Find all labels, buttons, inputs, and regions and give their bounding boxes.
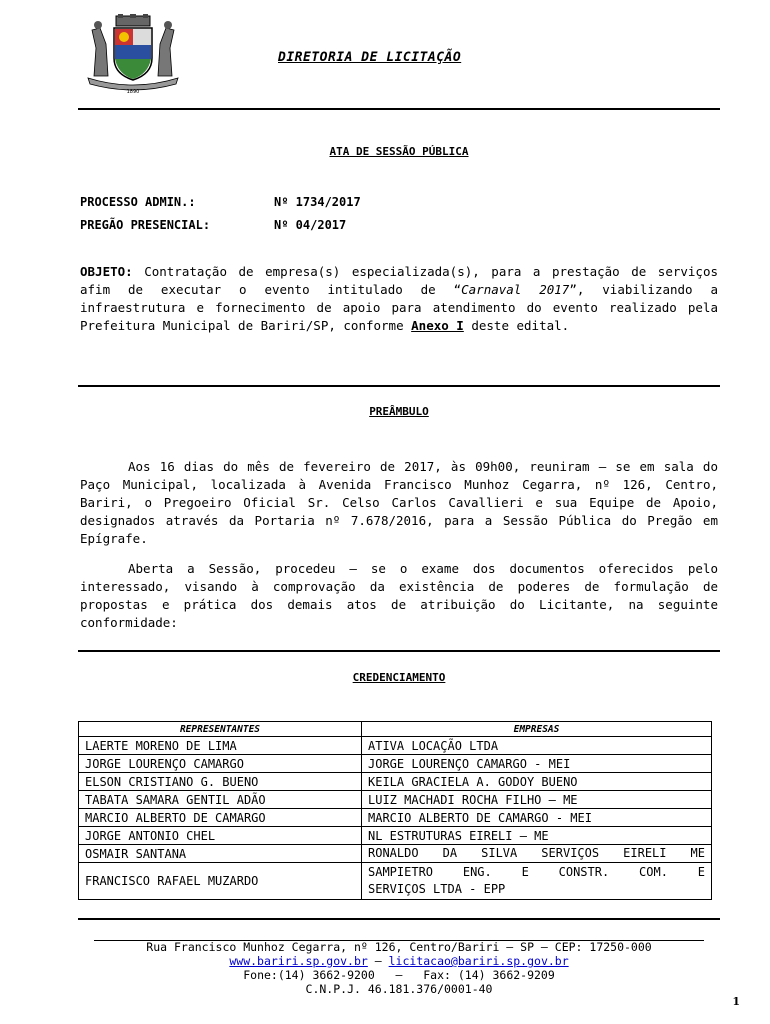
preambulo-paragraph-2: Aberta a Sessão, procedeu – se o exame dos documentos oferecidos pelo interessado, visando à comprovação da existência de poderes de formulação de propostas e prática dos demais atos de atribuição do Licitante, na seguinte conformidade: (80, 561, 718, 630)
website-link[interactable]: www.bariri.sp.gov.br (229, 954, 368, 968)
empresa-cell: ATIVA LOCAÇÃO LTDA (362, 737, 712, 755)
column-header-representantes: REPRESENTANTES (79, 722, 362, 737)
representante-cell: JORGE ANTONIO CHEL (79, 827, 362, 845)
document-title: ATA DE SESSÃO PÚBLICA (329, 145, 469, 158)
empresa-cell: RONALDO DA SILVA SERVIÇOS EIRELI ME (362, 845, 712, 863)
representante-cell: TABATA SAMARA GENTIL ADÃO (79, 791, 362, 809)
table-row (79, 845, 712, 863)
preambulo-divider (78, 650, 720, 652)
representante-cell: FRANCISCO RAFAEL MUZARDO (79, 863, 362, 900)
table-row (79, 791, 712, 809)
representante-cell: MARCIO ALBERTO DE CAMARGO (79, 809, 362, 827)
link-separator: – (367, 954, 389, 968)
credenciamento-title: CREDENCIAMENTO (352, 671, 446, 684)
column-header-empresas: EMPRESAS (362, 722, 712, 737)
header-title: DIRETORIA DE LICITAÇÃO (278, 50, 462, 65)
footer-phones: Fone:(14) 3662-9200 – Fax: (14) 3662-9209 (243, 968, 555, 982)
preambulo-title: PREÂMBULO (369, 405, 429, 418)
empresa-line-2: SERVIÇOS LTDA - EPP (368, 882, 506, 896)
table-row (79, 773, 712, 791)
objeto-annex: Anexo I (411, 318, 464, 333)
table-header-row (79, 722, 712, 737)
footer-address: Rua Francisco Munhoz Cegarra, nº 126, Centro/Bariri – SP – CEP: 17250-000 (146, 940, 652, 954)
header-divider (78, 108, 720, 110)
table-row (79, 827, 712, 845)
empresa-cell: LUIZ MACHADI ROCHA FILHO – ME (362, 791, 712, 809)
objeto-event-name: Carnaval 2017 (461, 282, 570, 297)
table-row (79, 737, 712, 755)
representante-cell: OSMAIR SANTANA (79, 845, 362, 863)
objeto-paragraph (80, 263, 718, 335)
table-divider (78, 918, 720, 920)
empresa-cell: NL ESTRUTURAS EIRELI – ME (362, 827, 712, 845)
objeto-divider (78, 385, 720, 387)
representante-cell: LAERTE MORENO DE LIMA (79, 737, 362, 755)
table-row (79, 809, 712, 827)
empresa-line-1: SAMPIETRO ENG. E CONSTR. COM. E (368, 865, 705, 879)
empresa-cell: MARCIO ALBERTO DE CAMARGO - MEI (362, 809, 712, 827)
empresa-cell: KEILA GRACIELA A. GODOY BUENO (362, 773, 712, 791)
table-row (79, 863, 712, 900)
page-number: 1 (732, 995, 740, 1008)
empresa-cell-multiline (362, 863, 712, 900)
representante-cell: JORGE LOURENÇO CAMARGO (79, 755, 362, 773)
processo-value: Nº 1734/2017 (274, 195, 361, 209)
processo-label: PROCESSO ADMIN.: (80, 195, 196, 209)
email-link[interactable]: licitacao@bariri.sp.gov.br (388, 954, 569, 968)
municipal-coat-of-arms-logo (78, 14, 188, 94)
footer-links (78, 955, 720, 969)
pregao-value: Nº 04/2017 (274, 218, 347, 232)
objeto-text-3: deste edital. (463, 318, 570, 333)
footer-cnpj: C.N.P.J. 46.181.376/0001-40 (305, 982, 493, 996)
objeto-text-1: Contratação de empresa(s) especializada(s), para a prestação de serviços afim de executar o evento intitulado de “ (80, 264, 718, 297)
empresa-cell: JORGE LOURENÇO CAMARGO - MEI (362, 755, 712, 773)
objeto-label: OBJETO: (80, 264, 133, 279)
preambulo-paragraph-1: Aos 16 dias do mês de fevereiro de 2017, às 09h00, reuniram – se em sala do Paço Municipal, localizada à Avenida Francisco Munhoz Cegarra, nº 126, Centro, Bariri, o Pregoeiro Oficial Sr. Celso Carlos Cavallieri e sua Equipe de Apoio, designados através da Portaria nº 7.678/2016, para a Sessão Pública do Pregão em Epígrafe. (80, 459, 718, 546)
credenciamento-table (78, 721, 712, 900)
objeto-text-2: ”, viabilizando a infraestrutura e fornecimento de apoio para atendimento do evento realizado pela Prefeitura Municipal de Bariri/SP, conforme (80, 282, 718, 333)
representante-cell: ELSON CRISTIANO G. BUENO (79, 773, 362, 791)
pregao-label: PREGÃO PRESENCIAL: (80, 218, 211, 232)
seal-year: 1890 (126, 89, 140, 94)
table-row (79, 755, 712, 773)
